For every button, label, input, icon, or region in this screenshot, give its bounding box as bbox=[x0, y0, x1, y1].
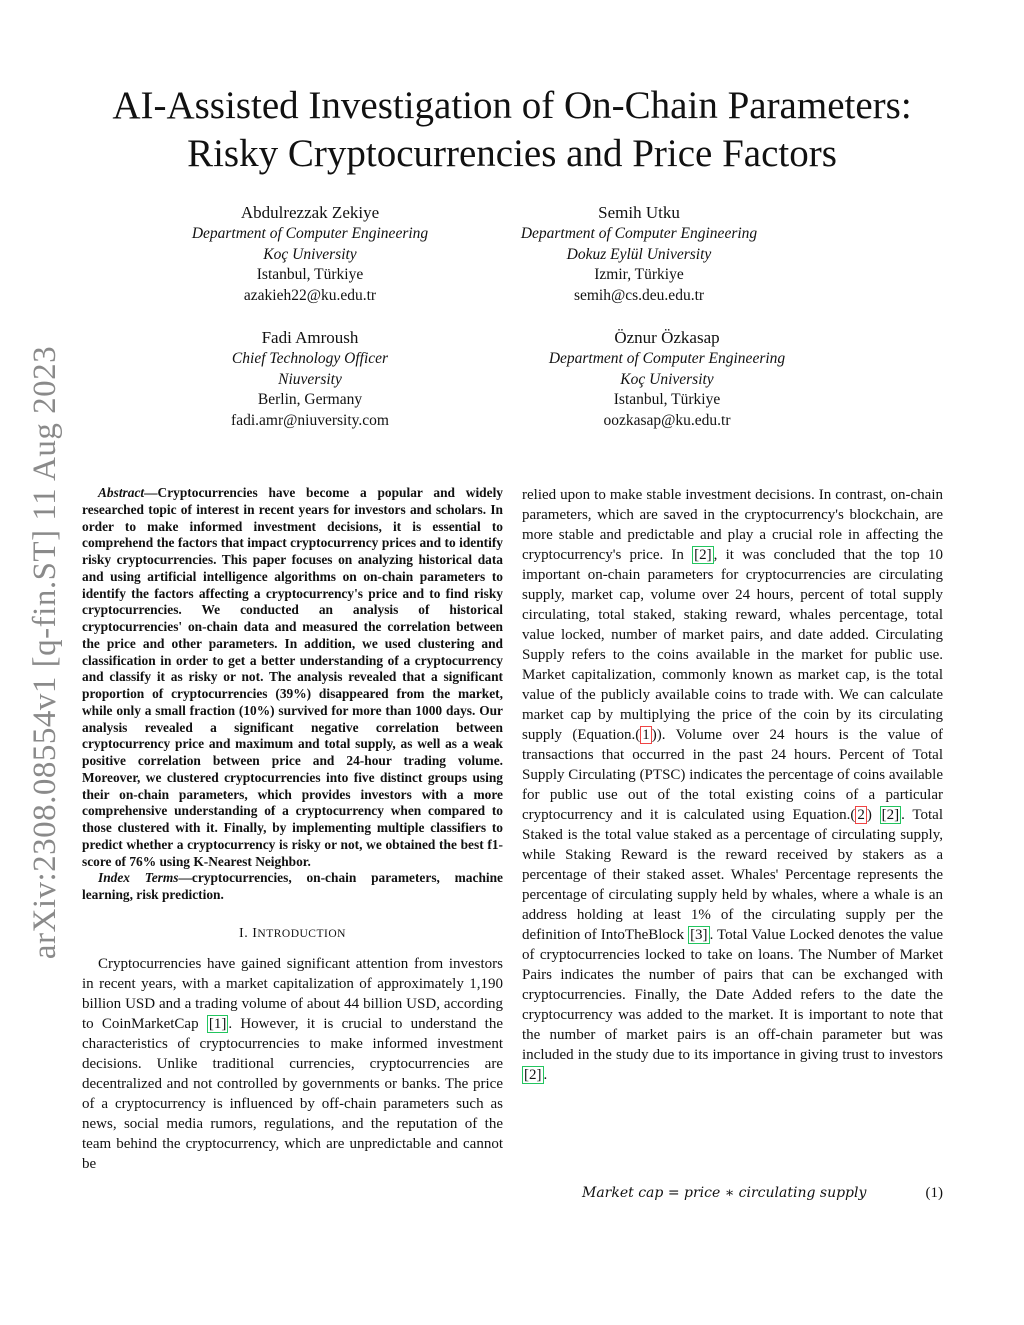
abstract-text: —Cryptocurrencies have become a popular and widely researched topic of interest in recent years for investors and scholars. In order to make informed investment decisions, it is essential to comprehend the factors that impact cryptocurrency prices and to identify risky cryptocurrencies. This paper focuses on analyzing historical data and using artificial intelligence algorithms on on-chain parameters to identify the factors affecting a cryptocurrency's price and to find risky cryptocurrencies. We conducted an analysis of historical cryptocurrencies' on-chain data and measured the correlation between the price and other parameters. In addition, we used clustering and classification in order to get a better understanding of a cryptocurrency and classify it as risky or not. The analysis revealed that a significant proportion of cryptocurrencies (39%) disappeared from the market, while only a small fraction (10%) survived for more than 1000 days. Our analysis revealed a significant negative correlation between cryptocurrency price and maximum and total supply, as well as a weak positive correlation between price and 24-hour trading volume. Moreover, we clustered cryptocurrencies into five distinct groups using their on-chain parameters, which provides investors with a more comprehensive understanding of a cryptocurrency when compared to those clustered with it. Finally, by implementing multiple classifiers to predict whether a cryptocurrency is risky or not, we obtained the best f1-score of 76% using K-Nearest Neighbor. bbox=[82, 485, 503, 869]
abstract bbox=[82, 485, 503, 870]
author-location: Berlin, Germany bbox=[257, 391, 363, 408]
title-line-1: AI-Assisted Investigation of On-Chain Parameters: bbox=[112, 84, 912, 127]
intro-text: )). Volume over 24 hours is the value of transactions that occurred in the past 24 hours. Percent of Total Supply Circulating (PTSC) indicates the percentage of coins available for public use out of the total existing coins of a particular cryptocurrency and it is calculated using Equation.( bbox=[522, 727, 944, 823]
author-institution: Niuversity bbox=[278, 370, 342, 388]
citation-link[interactable]: [2] bbox=[881, 807, 900, 823]
author-institution: Koç University bbox=[263, 245, 357, 263]
equation-expression: Market cap = price ∗ circulating supply bbox=[582, 1185, 867, 1201]
intro-paragraph bbox=[82, 954, 503, 1174]
intro-text: . Total Value Locked denotes the value of cryptocurrencies locked to take on loans. The Number of Market Pairs indicates the number of pairs that can be exchanged with cryptocurrencies. Finally, the Date Added refers to the date the cryptocurrency was added to the market. It is important to note that the number of market pairs is an off-chain parameter but was included in the study due to its importance in giving trust to investors bbox=[522, 927, 943, 1063]
citation-link[interactable]: [1] bbox=[208, 1015, 227, 1032]
author-email: azakieh22@ku.edu.tr bbox=[243, 286, 377, 304]
abstract-label: Abstract bbox=[98, 485, 145, 500]
author-department: Department of Computer Engineering bbox=[548, 350, 786, 367]
equation-link[interactable]: 1 bbox=[642, 727, 650, 743]
section-title-initial: I bbox=[252, 925, 258, 941]
paper-title bbox=[60, 82, 964, 178]
author-block-3 bbox=[130, 327, 490, 431]
author-block-1 bbox=[130, 202, 490, 306]
citation-link[interactable]: [2] bbox=[524, 1067, 542, 1083]
intro-text: ) bbox=[866, 807, 880, 823]
author-department: Department of Computer Engineering bbox=[191, 225, 429, 242]
arxiv-identifier-text: arXiv:2308.08554v1 [q-fin.ST] 11 Aug 2023 bbox=[27, 345, 64, 960]
intro-paragraph-continued bbox=[522, 485, 943, 1085]
intro-text: Cryptocurrencies have gained significant attention from investors in recent years, with a market capitalization of approximately 1,190 billion USD and a trading volume of about 44 billion USD, according to CoinMarketCap bbox=[82, 955, 503, 1032]
author-institution: Koç University bbox=[620, 370, 714, 388]
citation-link[interactable]: [3] bbox=[690, 927, 708, 943]
section-title-rest: NTRODUCTION bbox=[257, 927, 346, 940]
intro-text: . bbox=[543, 1067, 548, 1083]
intro-text: . However, it is crucial to understand the characteristics of cryptocurrencies to make informed investment decisions. Unlike traditional currencies, cryptocurrencies are decentralized and not controlled by governments or banks. The price of a cryptocurrency is influenced by off-chain parameters such as news, social media rumors, regulations, and the reputation of the team behind the cryptocurrency, which are unpredictable and cannot be bbox=[82, 1015, 503, 1172]
index-terms-text: —cryptocurrencies, on-chain parameters, machine learning, risk prediction. bbox=[82, 870, 504, 902]
author-location: Istanbul, Türkiye bbox=[613, 391, 721, 408]
left-column bbox=[82, 485, 503, 1174]
arxiv-identifier bbox=[20, 340, 72, 965]
author-name: Semih Utku bbox=[598, 203, 680, 222]
author-email: fadi.amr@niuversity.com bbox=[231, 411, 389, 429]
author-name: Fadi Amroush bbox=[261, 328, 359, 347]
index-terms-label: Index Terms bbox=[98, 870, 179, 886]
equation-number: (1) bbox=[925, 1185, 943, 1201]
intro-text: , it was concluded that the top 10 important on-chain parameters for cryptocurrencies are circulating supply, market cap, volume over 24 hours, percent of total supply circulating, total staked, staking reward, whales percentage, total value locked, number of market pairs, and date added. Circulating Supply refers to the coins available in the market for public use. Market capitalization, commonly known as market cap, is the total value of the publicly available coins to trade with. We can calculate market cap by multiplying the price of the coin by its circulating supply (Equation.( bbox=[522, 547, 943, 743]
author-institution: Dokuz Eylül University bbox=[566, 245, 712, 263]
intro-text: . Total Staked is the total value staked as a percentage of circulating supply, while Staking Reward is the reward received by stakers as a percentage of their staked asset. Whales' Percentage represents the percentage of circulating supply held by whales, where a whale is an address holding at least 1% of the circulating supply per the definition of IntoTheBlock bbox=[522, 807, 943, 943]
author-department: Chief Technology Officer bbox=[231, 350, 389, 367]
intro-text: relied upon to make stable investment decisions. In contrast, on-chain parameters, which are saved in the cryptocurrency's blockchain, are more stable and predictable and play a crucial role in affecting the cryptocurrency's price. In bbox=[522, 487, 943, 563]
author-email: oozkasap@ku.edu.tr bbox=[603, 411, 731, 429]
equation-link[interactable]: 2 bbox=[857, 807, 865, 823]
author-name: Abdulrezzak Zekiye bbox=[240, 203, 380, 222]
author-location: Izmir, Türkiye bbox=[594, 266, 684, 283]
author-email: semih@cs.deu.edu.tr bbox=[573, 286, 705, 304]
author-department: Department of Computer Engineering bbox=[520, 225, 758, 242]
right-column bbox=[522, 485, 943, 1085]
citation-link[interactable]: [2] bbox=[694, 547, 712, 563]
title-line-2: Risky Cryptocurrencies and Price Factors bbox=[187, 132, 837, 175]
author-name: Öznur Özkasap bbox=[614, 328, 720, 347]
author-location: Istanbul, Türkiye bbox=[256, 266, 364, 283]
section-heading-introduction bbox=[82, 924, 503, 944]
index-terms bbox=[82, 870, 503, 904]
author-block-4 bbox=[487, 327, 847, 431]
section-number: I. bbox=[239, 925, 249, 941]
author-block-2 bbox=[459, 202, 819, 306]
